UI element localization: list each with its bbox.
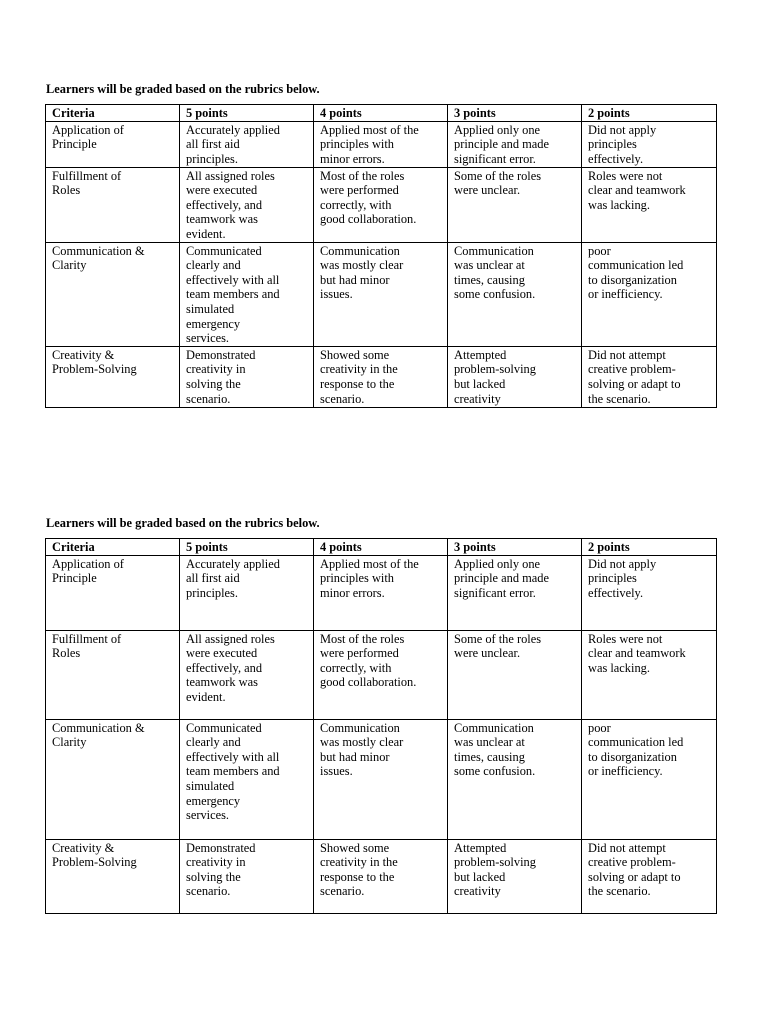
- cell-points-3: [448, 630, 582, 719]
- cell-text-line: clearly and: [186, 735, 241, 750]
- cell-points-3: [448, 167, 582, 242]
- cell-text-line: clear and teamwork: [588, 183, 686, 198]
- cell-text-line: Creativity &: [52, 347, 115, 362]
- cell-points-4: [314, 839, 448, 913]
- cell-text-line: was mostly clear: [320, 735, 404, 750]
- cell-text-line: Accurately applied: [186, 122, 280, 137]
- cell-text-line: Problem-Solving: [52, 362, 137, 377]
- rubric-body: [46, 121, 717, 407]
- cell-text-line: principles with: [320, 571, 394, 586]
- header-points-5: 5 points: [180, 539, 314, 556]
- cell-text-line: issues.: [320, 764, 353, 779]
- cell-text-line: creativity in: [186, 855, 246, 870]
- cell-text-line: were performed: [320, 646, 399, 661]
- cell-text-line: Communication &: [52, 720, 145, 735]
- cell-text-line: Did not attempt: [588, 347, 666, 362]
- cell-text-line: all first aid: [186, 571, 240, 586]
- cell-text-line: the scenario.: [588, 884, 651, 899]
- cell-points-5: [180, 630, 314, 719]
- cell-text-line: Demonstrated: [186, 840, 256, 855]
- cell-text-line: correctly, with: [320, 660, 392, 675]
- cell-text-line: good collaboration.: [320, 675, 417, 690]
- cell-text-line: Communicated: [186, 243, 262, 258]
- cell-text-line: Accurately applied: [186, 556, 280, 571]
- cell-text-line: poor: [588, 243, 611, 258]
- cell-text-line: Roles were not: [588, 631, 663, 646]
- header-points-3: 3 points: [448, 539, 582, 556]
- cell-text-line: times, causing: [454, 272, 525, 287]
- cell-text-line: communication led: [588, 258, 684, 273]
- cell-text-line: significant error.: [454, 151, 536, 166]
- cell-text-line: Applied most of the: [320, 556, 419, 571]
- header-points-4: 4 points: [314, 105, 448, 122]
- cell-text-line: Clarity: [52, 735, 87, 750]
- cell-points-5: [180, 346, 314, 407]
- cell-text-line: Application of: [52, 556, 124, 571]
- cell-points-4: [314, 719, 448, 839]
- cell-text-line: was unclear at: [454, 258, 525, 273]
- cell-text-line: issues.: [320, 287, 353, 302]
- cell-text-line: Some of the roles: [454, 168, 542, 183]
- cell-points-3: [448, 346, 582, 407]
- cell-criteria: [46, 242, 180, 346]
- rubric-row: [46, 719, 717, 839]
- cell-points-4: [314, 346, 448, 407]
- cell-points-3: [448, 121, 582, 167]
- cell-text-line: Roles: [52, 183, 81, 198]
- cell-text-line: Applied only one: [454, 556, 541, 571]
- cell-text-line: but had minor: [320, 272, 390, 287]
- cell-text-line: Fulfillment of: [52, 168, 122, 183]
- header-points-5: 5 points: [180, 105, 314, 122]
- cell-text-line: Communication &: [52, 243, 145, 258]
- cell-text-line: to disorganization: [588, 272, 677, 287]
- cell-text-line: but lacked: [454, 869, 506, 884]
- cell-points-2: [582, 167, 717, 242]
- cell-points-4: [314, 242, 448, 346]
- header-points-2: 2 points: [582, 105, 717, 122]
- cell-points-4: [314, 167, 448, 242]
- cell-points-2: [582, 630, 717, 719]
- cell-text-line: evident.: [186, 689, 226, 704]
- cell-text-line: Applied most of the: [320, 122, 419, 137]
- cell-points-5: [180, 839, 314, 913]
- cell-text-line: principles.: [186, 151, 238, 166]
- cell-criteria: [46, 346, 180, 407]
- cell-text-line: Communication: [454, 720, 534, 735]
- rubric-body: [46, 555, 717, 913]
- cell-text-line: Attempted: [454, 840, 507, 855]
- cell-text-line: Communicated: [186, 720, 262, 735]
- cell-text-line: Did not apply: [588, 556, 657, 571]
- cell-text-line: Some of the roles: [454, 631, 542, 646]
- cell-text-line: were performed: [320, 183, 399, 198]
- cell-text-line: simulated: [186, 301, 235, 316]
- cell-text-line: were executed: [186, 183, 258, 198]
- cell-points-4: [314, 630, 448, 719]
- rubric-row: [46, 555, 717, 630]
- cell-text-line: creativity: [454, 884, 501, 899]
- cell-text-line: All assigned roles: [186, 168, 275, 183]
- rubric-caption: Learners will be graded based on the rubrics below.: [46, 82, 320, 96]
- cell-text-line: principles: [588, 137, 637, 152]
- cell-text-line: teamwork was: [186, 675, 258, 690]
- cell-text-line: minor errors.: [320, 585, 385, 600]
- cell-text-line: were unclear.: [454, 183, 521, 198]
- cell-text-line: was lacking.: [588, 660, 650, 675]
- cell-text-line: Communication: [320, 243, 400, 258]
- cell-text-line: scenario.: [320, 884, 365, 899]
- cell-text-line: to disorganization: [588, 749, 677, 764]
- cell-points-2: [582, 242, 717, 346]
- cell-text-line: teamwork was: [186, 212, 258, 227]
- cell-text-line: solving the: [186, 869, 241, 884]
- rubric-row: [46, 242, 717, 346]
- cell-text-line: good collaboration.: [320, 212, 417, 227]
- cell-text-line: evident.: [186, 226, 226, 241]
- cell-text-line: principle and made: [454, 571, 549, 586]
- cell-text-line: creative problem-: [588, 855, 676, 870]
- cell-text-line: response to the: [320, 376, 395, 391]
- cell-points-3: [448, 719, 582, 839]
- cell-text-line: creative problem-: [588, 362, 676, 377]
- cell-points-2: [582, 555, 717, 630]
- cell-text-line: principle and made: [454, 137, 549, 152]
- cell-text-line: services.: [186, 331, 230, 346]
- cell-text-line: Problem-Solving: [52, 855, 137, 870]
- cell-text-line: problem-solving: [454, 362, 536, 377]
- cell-points-4: [314, 555, 448, 630]
- cell-text-line: solving or adapt to: [588, 376, 681, 391]
- cell-text-line: were executed: [186, 646, 258, 661]
- cell-text-line: creativity in the: [320, 362, 398, 377]
- cell-text-line: All assigned roles: [186, 631, 275, 646]
- cell-text-line: Communication: [454, 243, 534, 258]
- cell-text-line: response to the: [320, 869, 395, 884]
- cell-criteria: [46, 555, 180, 630]
- header-criteria: Criteria: [46, 105, 180, 122]
- cell-text-line: creativity: [454, 391, 501, 406]
- cell-text-line: Roles were not: [588, 168, 663, 183]
- rubric-row: [46, 121, 717, 167]
- cell-points-3: [448, 839, 582, 913]
- cell-text-line: scenario.: [186, 884, 231, 899]
- cell-text-line: team members and: [186, 287, 280, 302]
- cell-text-line: Most of the roles: [320, 631, 405, 646]
- cell-text-line: times, causing: [454, 749, 525, 764]
- cell-text-line: emergency: [186, 316, 241, 331]
- cell-points-2: [582, 719, 717, 839]
- cell-text-line: was mostly clear: [320, 258, 404, 273]
- cell-text-line: principles: [588, 571, 637, 586]
- cell-text-line: Communication: [320, 720, 400, 735]
- cell-points-5: [180, 719, 314, 839]
- cell-text-line: Clarity: [52, 258, 87, 273]
- cell-text-line: communication led: [588, 735, 684, 750]
- cell-points-5: [180, 555, 314, 630]
- cell-text-line: Roles: [52, 646, 81, 661]
- cell-text-line: Demonstrated: [186, 347, 256, 362]
- cell-points-4: [314, 121, 448, 167]
- cell-text-line: effectively.: [588, 151, 644, 166]
- cell-text-line: scenario.: [186, 391, 231, 406]
- cell-text-line: team members and: [186, 764, 280, 779]
- cell-text-line: Did not attempt: [588, 840, 666, 855]
- rubric-caption: Learners will be graded based on the rubrics below.: [46, 516, 320, 530]
- cell-criteria: [46, 167, 180, 242]
- cell-text-line: Showed some: [320, 840, 390, 855]
- cell-text-line: emergency: [186, 793, 241, 808]
- rubric-header-row: [46, 539, 717, 556]
- cell-text-line: significant error.: [454, 585, 536, 600]
- cell-text-line: Showed some: [320, 347, 390, 362]
- cell-text-line: were unclear.: [454, 646, 521, 661]
- rubric-row: [46, 839, 717, 913]
- rubric-row: [46, 630, 717, 719]
- cell-text-line: some confusion.: [454, 287, 536, 302]
- cell-text-line: or inefficiency.: [588, 764, 663, 779]
- cell-text-line: effectively.: [588, 585, 644, 600]
- cell-text-line: was lacking.: [588, 197, 650, 212]
- cell-text-line: some confusion.: [454, 764, 536, 779]
- rubric-row: [46, 346, 717, 407]
- cell-text-line: Application of: [52, 122, 124, 137]
- cell-text-line: Creativity &: [52, 840, 115, 855]
- cell-text-line: scenario.: [320, 391, 365, 406]
- rubric-table: [45, 104, 717, 408]
- cell-text-line: Principle: [52, 571, 97, 586]
- cell-text-line: Applied only one: [454, 122, 541, 137]
- cell-text-line: problem-solving: [454, 855, 536, 870]
- cell-text-line: services.: [186, 808, 230, 823]
- cell-text-line: solving or adapt to: [588, 869, 681, 884]
- cell-text-line: the scenario.: [588, 391, 651, 406]
- cell-text-line: effectively with all: [186, 272, 280, 287]
- cell-text-line: simulated: [186, 778, 235, 793]
- header-points-2: 2 points: [582, 539, 717, 556]
- cell-text-line: minor errors.: [320, 151, 385, 166]
- cell-criteria: [46, 839, 180, 913]
- cell-text-line: Fulfillment of: [52, 631, 122, 646]
- cell-text-line: principles with: [320, 137, 394, 152]
- cell-text-line: clear and teamwork: [588, 646, 686, 661]
- cell-text-line: Attempted: [454, 347, 507, 362]
- rubric-row: [46, 167, 717, 242]
- cell-text-line: effectively with all: [186, 749, 280, 764]
- cell-criteria: [46, 121, 180, 167]
- cell-points-3: [448, 555, 582, 630]
- header-criteria: Criteria: [46, 539, 180, 556]
- header-points-3: 3 points: [448, 105, 582, 122]
- cell-points-3: [448, 242, 582, 346]
- cell-text-line: all first aid: [186, 137, 240, 152]
- cell-text-line: but lacked: [454, 376, 506, 391]
- cell-points-5: [180, 242, 314, 346]
- cell-text-line: principles.: [186, 585, 238, 600]
- header-points-4: 4 points: [314, 539, 448, 556]
- cell-points-5: [180, 167, 314, 242]
- rubric-header-row: [46, 105, 717, 122]
- cell-text-line: was unclear at: [454, 735, 525, 750]
- cell-text-line: correctly, with: [320, 197, 392, 212]
- cell-text-line: solving the: [186, 376, 241, 391]
- rubric-table: [45, 538, 717, 914]
- cell-text-line: creativity in: [186, 362, 246, 377]
- cell-text-line: Most of the roles: [320, 168, 405, 183]
- cell-text-line: but had minor: [320, 749, 390, 764]
- cell-text-line: effectively, and: [186, 197, 263, 212]
- cell-points-2: [582, 839, 717, 913]
- cell-text-line: effectively, and: [186, 660, 263, 675]
- cell-criteria: [46, 719, 180, 839]
- cell-text-line: poor: [588, 720, 611, 735]
- cell-text-line: or inefficiency.: [588, 287, 663, 302]
- cell-text-line: creativity in the: [320, 855, 398, 870]
- cell-points-2: [582, 346, 717, 407]
- cell-text-line: Did not apply: [588, 122, 657, 137]
- cell-text-line: clearly and: [186, 258, 241, 273]
- cell-points-5: [180, 121, 314, 167]
- cell-criteria: [46, 630, 180, 719]
- cell-points-2: [582, 121, 717, 167]
- cell-text-line: Principle: [52, 137, 97, 152]
